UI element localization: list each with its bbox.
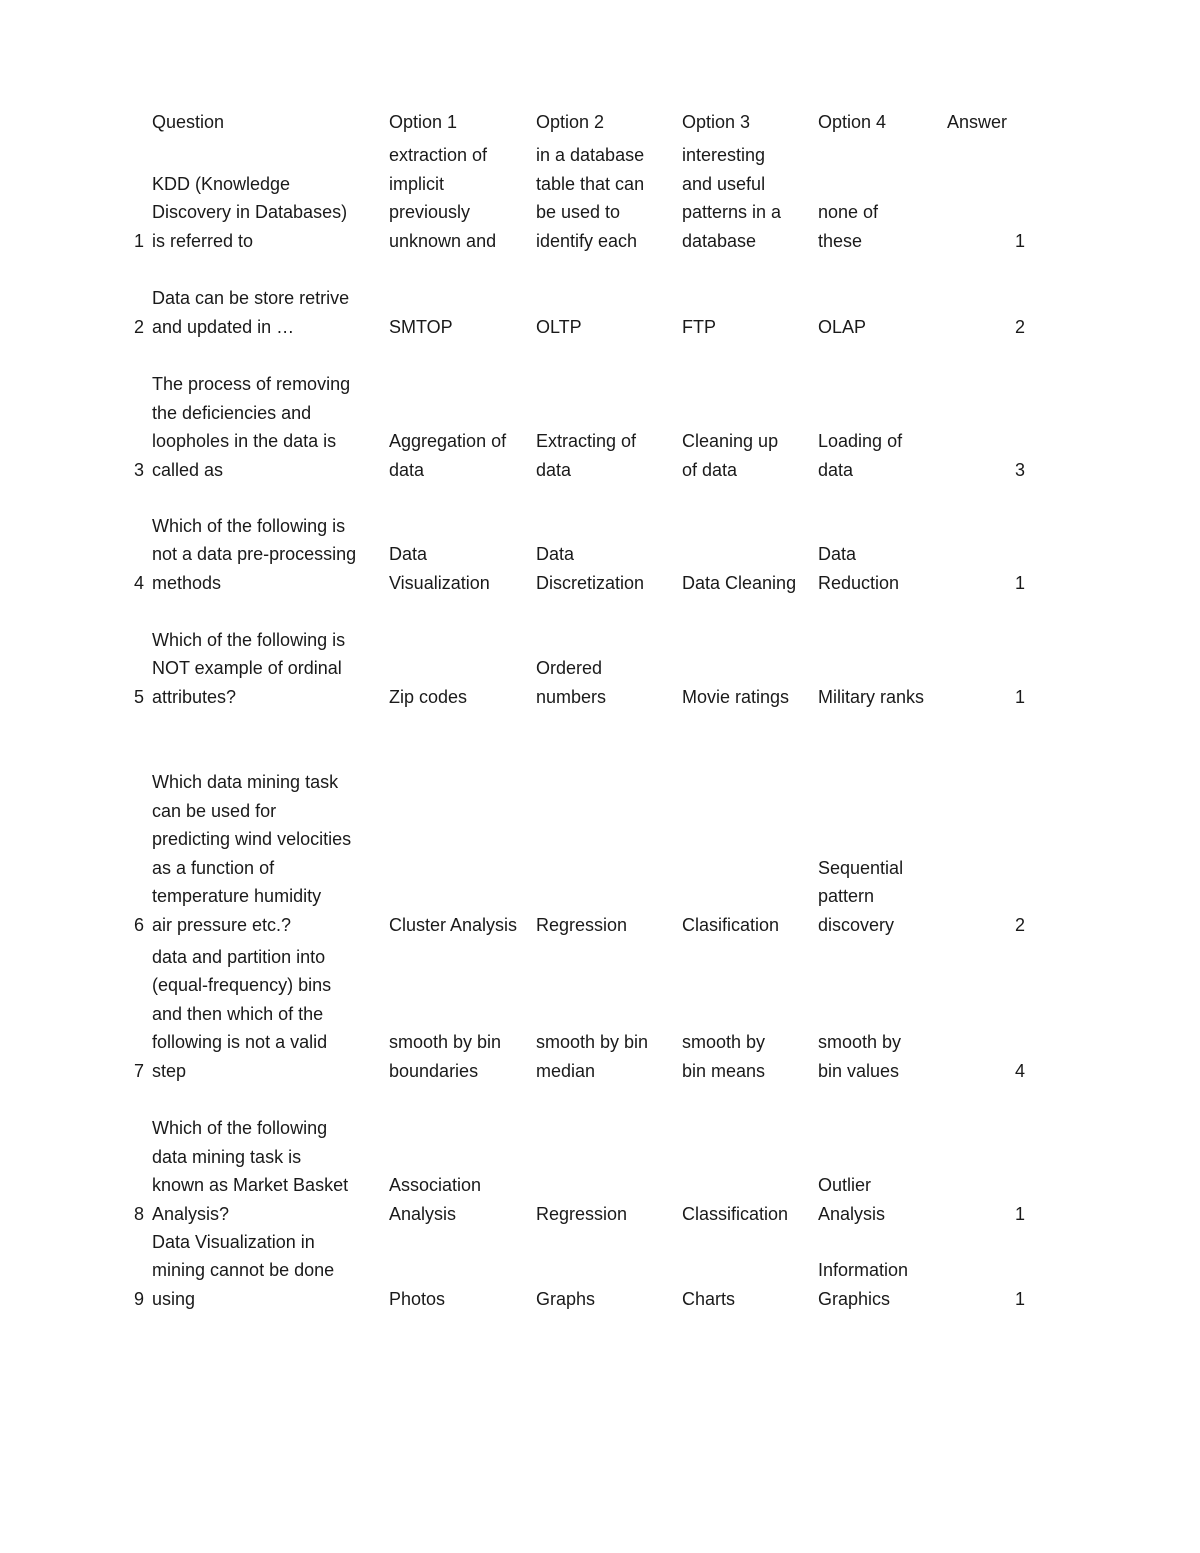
cell-line: implicit xyxy=(389,173,445,194)
option-1-cell xyxy=(389,911,531,940)
option-4-cell xyxy=(818,1171,938,1228)
cell-line: 1 xyxy=(1014,230,1025,251)
cell-line: Analysis? xyxy=(152,1203,230,1224)
cell-line: Discretization xyxy=(536,572,645,593)
option-2-cell xyxy=(536,313,678,342)
cell-line: Zip codes xyxy=(389,686,468,707)
option-1-cell xyxy=(389,683,531,712)
cell-line: called as xyxy=(152,459,224,480)
row-number xyxy=(118,569,144,598)
cell-line: data and partition into xyxy=(152,946,326,967)
row-number xyxy=(118,456,144,485)
answer-cell xyxy=(960,456,1025,485)
cell-line: data xyxy=(818,459,854,480)
option-4-cell xyxy=(818,1028,938,1085)
row-number xyxy=(118,227,144,256)
option-2-cell xyxy=(536,654,678,711)
cell-line: of data xyxy=(682,459,738,480)
cell-line: Graphs xyxy=(536,1288,596,1309)
cell-line: 5 xyxy=(133,686,144,707)
cell-line: loopholes in the data is xyxy=(152,431,337,451)
cell-line: Regression xyxy=(536,1203,628,1224)
cell-line: median xyxy=(536,1060,596,1081)
cell-line: Aggregation of xyxy=(389,431,507,451)
cell-line: 1 xyxy=(1014,1288,1025,1309)
cell-line: Data xyxy=(818,544,857,564)
cell-line: database xyxy=(682,230,757,251)
option-2-cell xyxy=(536,427,678,484)
header-answer: Answer xyxy=(947,112,1008,132)
option-3-cell xyxy=(682,1028,814,1085)
option-2-cell xyxy=(536,1028,678,1085)
cell-line: (equal-frequency) bins xyxy=(152,975,332,995)
cell-line: Cleaning up xyxy=(682,431,779,451)
option-3-cell xyxy=(682,683,814,712)
cell-line: following is not a valid xyxy=(152,1032,328,1052)
cell-line: step xyxy=(152,1060,187,1081)
cell-line: is referred to xyxy=(152,230,254,251)
cell-line: Data xyxy=(389,544,428,564)
option-1-cell xyxy=(389,1171,531,1228)
cell-line: Regression xyxy=(536,914,628,935)
cell-line: Graphics xyxy=(818,1288,891,1309)
cell-line: unknown and xyxy=(389,230,497,251)
cell-line: methods xyxy=(152,572,222,593)
cell-line: Which of the following xyxy=(152,1118,328,1138)
cell-line: 1 xyxy=(1014,572,1025,593)
header-option-1: Option 1 xyxy=(389,112,458,132)
option-2-cell xyxy=(536,1200,678,1229)
option-2-cell xyxy=(536,1285,678,1314)
cell-line: 1 xyxy=(133,230,144,251)
cell-line: discovery xyxy=(818,914,895,935)
cell-line: using xyxy=(152,1288,196,1309)
cell-line: 2 xyxy=(133,316,144,337)
cell-line: 1 xyxy=(1014,1203,1025,1224)
cell-line: in a database xyxy=(536,145,645,165)
option-3-cell xyxy=(682,1200,814,1229)
cell-line: table that can xyxy=(536,173,645,194)
cell-line: numbers xyxy=(536,686,607,707)
cell-line: Which data mining task xyxy=(152,772,339,792)
cell-line: Which of the following is xyxy=(152,515,346,536)
cell-line: air pressure etc.? xyxy=(152,914,292,935)
cell-line: Photos xyxy=(389,1288,446,1309)
option-3-cell xyxy=(682,141,814,255)
question-cell xyxy=(152,284,384,341)
cell-line: Clasification xyxy=(682,914,780,935)
cell-line: boundaries xyxy=(389,1060,479,1081)
cell-line: Visualization xyxy=(389,572,490,593)
cell-line: the deficiencies and xyxy=(152,402,312,423)
cell-line: Charts xyxy=(682,1288,736,1309)
row-number xyxy=(118,1057,144,1086)
cell-line: as a function of xyxy=(152,857,275,878)
cell-line: extraction of xyxy=(389,145,488,165)
header-option-3: Option 3 xyxy=(682,112,751,132)
cell-line: smooth by xyxy=(818,1032,902,1052)
question-cell xyxy=(152,512,384,598)
cell-line: 9 xyxy=(133,1288,144,1309)
cell-line: 3 xyxy=(133,459,144,480)
question-cell xyxy=(152,1228,384,1314)
cell-line: Information xyxy=(818,1260,909,1280)
answer-cell xyxy=(960,911,1025,940)
cell-line: Outlier xyxy=(818,1175,872,1195)
cell-line: 2 xyxy=(1014,914,1025,935)
question-cell xyxy=(152,943,384,1086)
cell-line: OLTP xyxy=(536,316,582,337)
cell-line: and then which of the xyxy=(152,1003,324,1024)
answer-cell xyxy=(960,1200,1025,1229)
cell-line: Discovery in Databases) xyxy=(152,202,348,222)
cell-line: mining cannot be done xyxy=(152,1260,335,1280)
option-3-cell xyxy=(682,569,814,598)
option-1-cell xyxy=(389,313,531,342)
cell-line: and updated in … xyxy=(152,316,295,337)
cell-line: Extracting of xyxy=(536,431,637,451)
option-4-cell xyxy=(818,540,938,597)
header-question: Question xyxy=(152,112,225,132)
option-1-cell xyxy=(389,141,531,255)
cell-line: Analysis xyxy=(818,1203,886,1224)
answer-cell xyxy=(960,1057,1025,1086)
cell-line: pattern xyxy=(818,886,875,906)
cell-line: 2 xyxy=(1014,316,1025,337)
cell-line: patterns in a xyxy=(682,202,782,222)
cell-line: Classification xyxy=(682,1203,789,1224)
option-4-cell xyxy=(818,427,938,484)
cell-line: attributes? xyxy=(152,686,237,707)
option-4-cell xyxy=(818,1256,938,1313)
cell-line: identify each xyxy=(536,230,638,251)
option-3-cell xyxy=(682,427,814,484)
cell-line: bin means xyxy=(682,1060,766,1081)
cell-line: Sequential xyxy=(818,857,904,878)
cell-line: smooth by bin xyxy=(389,1032,502,1052)
row-number xyxy=(118,683,144,712)
question-cell xyxy=(152,768,384,939)
cell-line: SMTOP xyxy=(389,316,453,337)
answer-cell xyxy=(960,313,1025,342)
row-number xyxy=(118,313,144,342)
cell-line: Military ranks xyxy=(818,686,925,707)
row-number xyxy=(118,911,144,940)
question-cell xyxy=(152,626,384,712)
cell-line: bin values xyxy=(818,1060,900,1081)
cell-line: OLAP xyxy=(818,316,867,337)
cell-line: smooth by xyxy=(682,1032,766,1052)
option-1-cell xyxy=(389,1285,531,1314)
cell-line: none of xyxy=(818,202,879,222)
cell-line: interesting xyxy=(682,145,766,165)
header-option-4: Option 4 xyxy=(818,112,887,132)
answer-cell xyxy=(960,227,1025,256)
cell-line: 3 xyxy=(1014,459,1025,480)
option-4-cell xyxy=(818,854,938,940)
cell-line: 1 xyxy=(1014,686,1025,707)
cell-line: 6 xyxy=(133,914,144,935)
cell-line: not a data pre-processing xyxy=(152,544,357,564)
row-number xyxy=(118,1200,144,1229)
option-2-cell xyxy=(536,540,678,597)
option-4-cell xyxy=(818,313,938,342)
header-option-2: Option 2 xyxy=(536,112,605,132)
option-1-cell xyxy=(389,427,531,484)
option-2-cell xyxy=(536,141,678,255)
cell-line: Data xyxy=(536,544,575,564)
cell-line: NOT example of ordinal xyxy=(152,658,342,678)
option-3-cell xyxy=(682,1285,814,1314)
option-1-cell xyxy=(389,1028,531,1085)
cell-line: data xyxy=(536,459,572,480)
cell-line: known as Market Basket xyxy=(152,1175,349,1195)
cell-line: previously xyxy=(389,202,471,222)
cell-line: Which of the following is xyxy=(152,629,346,650)
cell-line: Data can be store retrive xyxy=(152,288,350,308)
answer-cell xyxy=(960,683,1025,712)
cell-line: these xyxy=(818,230,863,251)
cell-line: Ordered xyxy=(536,658,603,678)
option-3-cell xyxy=(682,911,814,940)
cell-line: 8 xyxy=(133,1203,144,1224)
cell-line: can be used for xyxy=(152,800,277,821)
cell-line: KDD (Knowledge xyxy=(152,173,291,194)
option-4-cell xyxy=(818,198,938,255)
cell-line: Data Visualization in xyxy=(152,1231,315,1252)
cell-line: Loading of xyxy=(818,431,903,451)
question-cell xyxy=(152,370,384,484)
cell-line: Analysis xyxy=(389,1203,457,1224)
cell-line: Data Cleaning xyxy=(682,572,797,593)
cell-line: 4 xyxy=(133,572,144,593)
cell-line: FTP xyxy=(682,316,716,337)
option-3-cell xyxy=(682,313,814,342)
question-cell xyxy=(152,170,384,256)
answer-cell xyxy=(960,1285,1025,1314)
cell-line: The process of removing xyxy=(152,374,351,394)
answer-cell xyxy=(960,569,1025,598)
row-number xyxy=(118,1285,144,1314)
option-1-cell xyxy=(389,540,531,597)
cell-line: 7 xyxy=(133,1060,144,1081)
cell-line: predicting wind velocities xyxy=(152,829,352,849)
cell-line: temperature humidity xyxy=(152,886,322,906)
cell-line: and useful xyxy=(682,173,766,194)
cell-line: data xyxy=(389,459,425,480)
option-2-cell xyxy=(536,911,678,940)
cell-line: Association xyxy=(389,1175,482,1195)
cell-line: 4 xyxy=(1014,1060,1025,1081)
question-cell xyxy=(152,1114,384,1228)
cell-line: smooth by bin xyxy=(536,1032,649,1052)
cell-line: Movie ratings xyxy=(682,686,790,707)
cell-line: data mining task is xyxy=(152,1146,302,1167)
cell-line: be used to xyxy=(536,202,621,222)
cell-line: Cluster Analysis xyxy=(389,914,518,935)
cell-line: Reduction xyxy=(818,572,900,593)
option-4-cell xyxy=(818,683,938,712)
